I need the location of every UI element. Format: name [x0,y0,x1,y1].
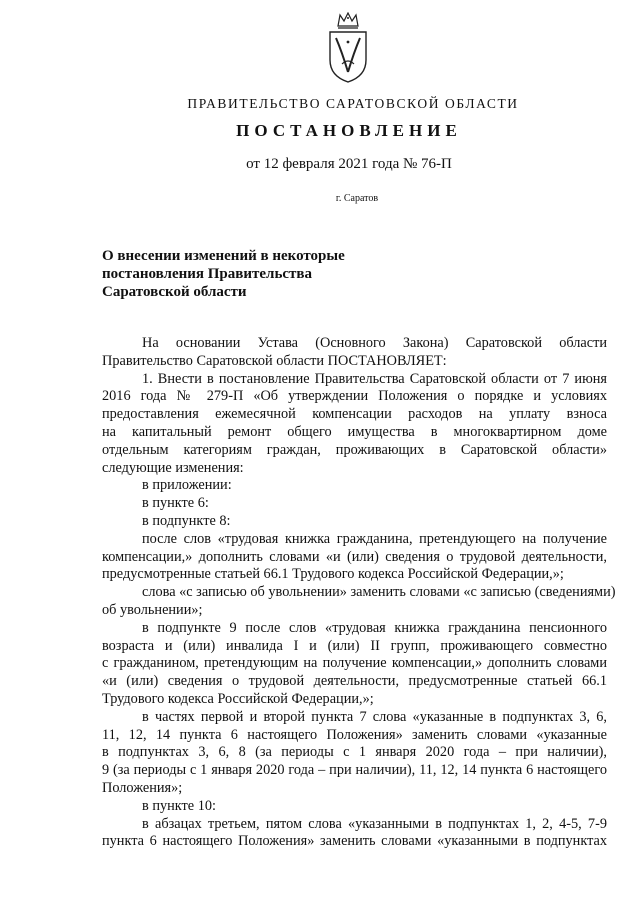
body-line: на капитальный ремонт общего имущества в многоквартирном доме [102,423,607,440]
body-line: 1. Внести в постановление Правительства Саратовской области от 7 июня [142,370,607,387]
body-line: предоставления ежемесячной компенсации расходов на уплату взноса [102,406,607,423]
body-line: Трудового кодекса Российской Федерации,»; [102,690,374,707]
body-line: компенсации,» дополнить словами «и (или) сведения о трудовой деятельности, [102,548,607,565]
body-line: слова «с записью об увольнении» заменить словами «с записью (сведениями) [142,584,616,601]
subject-line: О внесении изменений в некоторые [102,248,345,264]
body-line: предусмотренные статьей 66.1 Трудового кодекса Российской Федерации,»; [102,566,564,583]
document-subject [102,247,402,301]
document-city: г. Саратов [335,193,379,204]
body-line: пункта 6 настоящего Положения» заменить словами «указанными в подпунктах [102,833,607,850]
body-line: в подпункте 8: [142,512,231,529]
body-line: в частях первой и второй пункта 7 слова «указанные в подпунктах 3, 6, [142,708,607,725]
document-title: ПОСТАНОВЛЕНИЕ [236,121,462,140]
subject-line: постановления Правительства [102,266,312,282]
body-line: в пункте 10: [142,797,216,814]
document-body [102,335,616,851]
body-line: в приложении: [142,477,232,494]
saratov-coat-of-arms-icon [326,12,370,84]
body-line: следующие изменения: [102,459,244,476]
body-line: в подпункте 9 после слов «трудовая книжка гражданина пенсионного [142,619,607,636]
body-line: Положения»; [102,779,183,796]
body-line: отдельным категориям граждан, проживающих в Саратовской области» [102,441,607,458]
body-line: Правительство Саратовской области ПОСТАНОВЛЯЕТ: [102,352,447,369]
body-line: возраста и (или) инвалида I и (или) II групп, проживающего совместно [102,637,607,654]
body-line: в пункте 6: [142,495,209,512]
body-line: 2016 года № 279-П «Об утверждении Положения о порядке и условиях [102,388,607,405]
subject-line: Саратовской области [102,284,247,300]
body-line: после слов «трудовая книжка гражданина, претендующего на получение [142,530,607,547]
body-line: 9 (за периоды с 1 января 2020 года – при наличии), 11, 12, 14 пункта 6 настоящего [102,762,607,779]
body-line: «и (или) сведения о трудовой деятельности, предусмотренные статьей 66.1 [102,673,607,690]
body-line: с гражданином, претендующим на получение компенсации,» дополнить словами [102,655,607,672]
body-line: 11, 12, 14 пункта 6 настоящего Положения» заменить словами «указанные [102,726,607,743]
body-line: в подпунктах 3, 6, 8 (за периоды с 1 января 2020 года – при наличии), [102,744,607,761]
body-line: На основании Устава (Основного Закона) Саратовской области [142,335,607,351]
document-date-number: от 12 февраля 2021 года № 76-П [246,156,452,172]
body-line: в абзацах третьем, пятом слова «указанными в подпунктах 1, 2, 4-5, 7-9 [142,815,607,832]
government-name: ПРАВИТЕЛЬСТВО САРАТОВСКОЙ ОБЛАСТИ [187,96,519,111]
body-line: об увольнении»; [102,601,203,618]
